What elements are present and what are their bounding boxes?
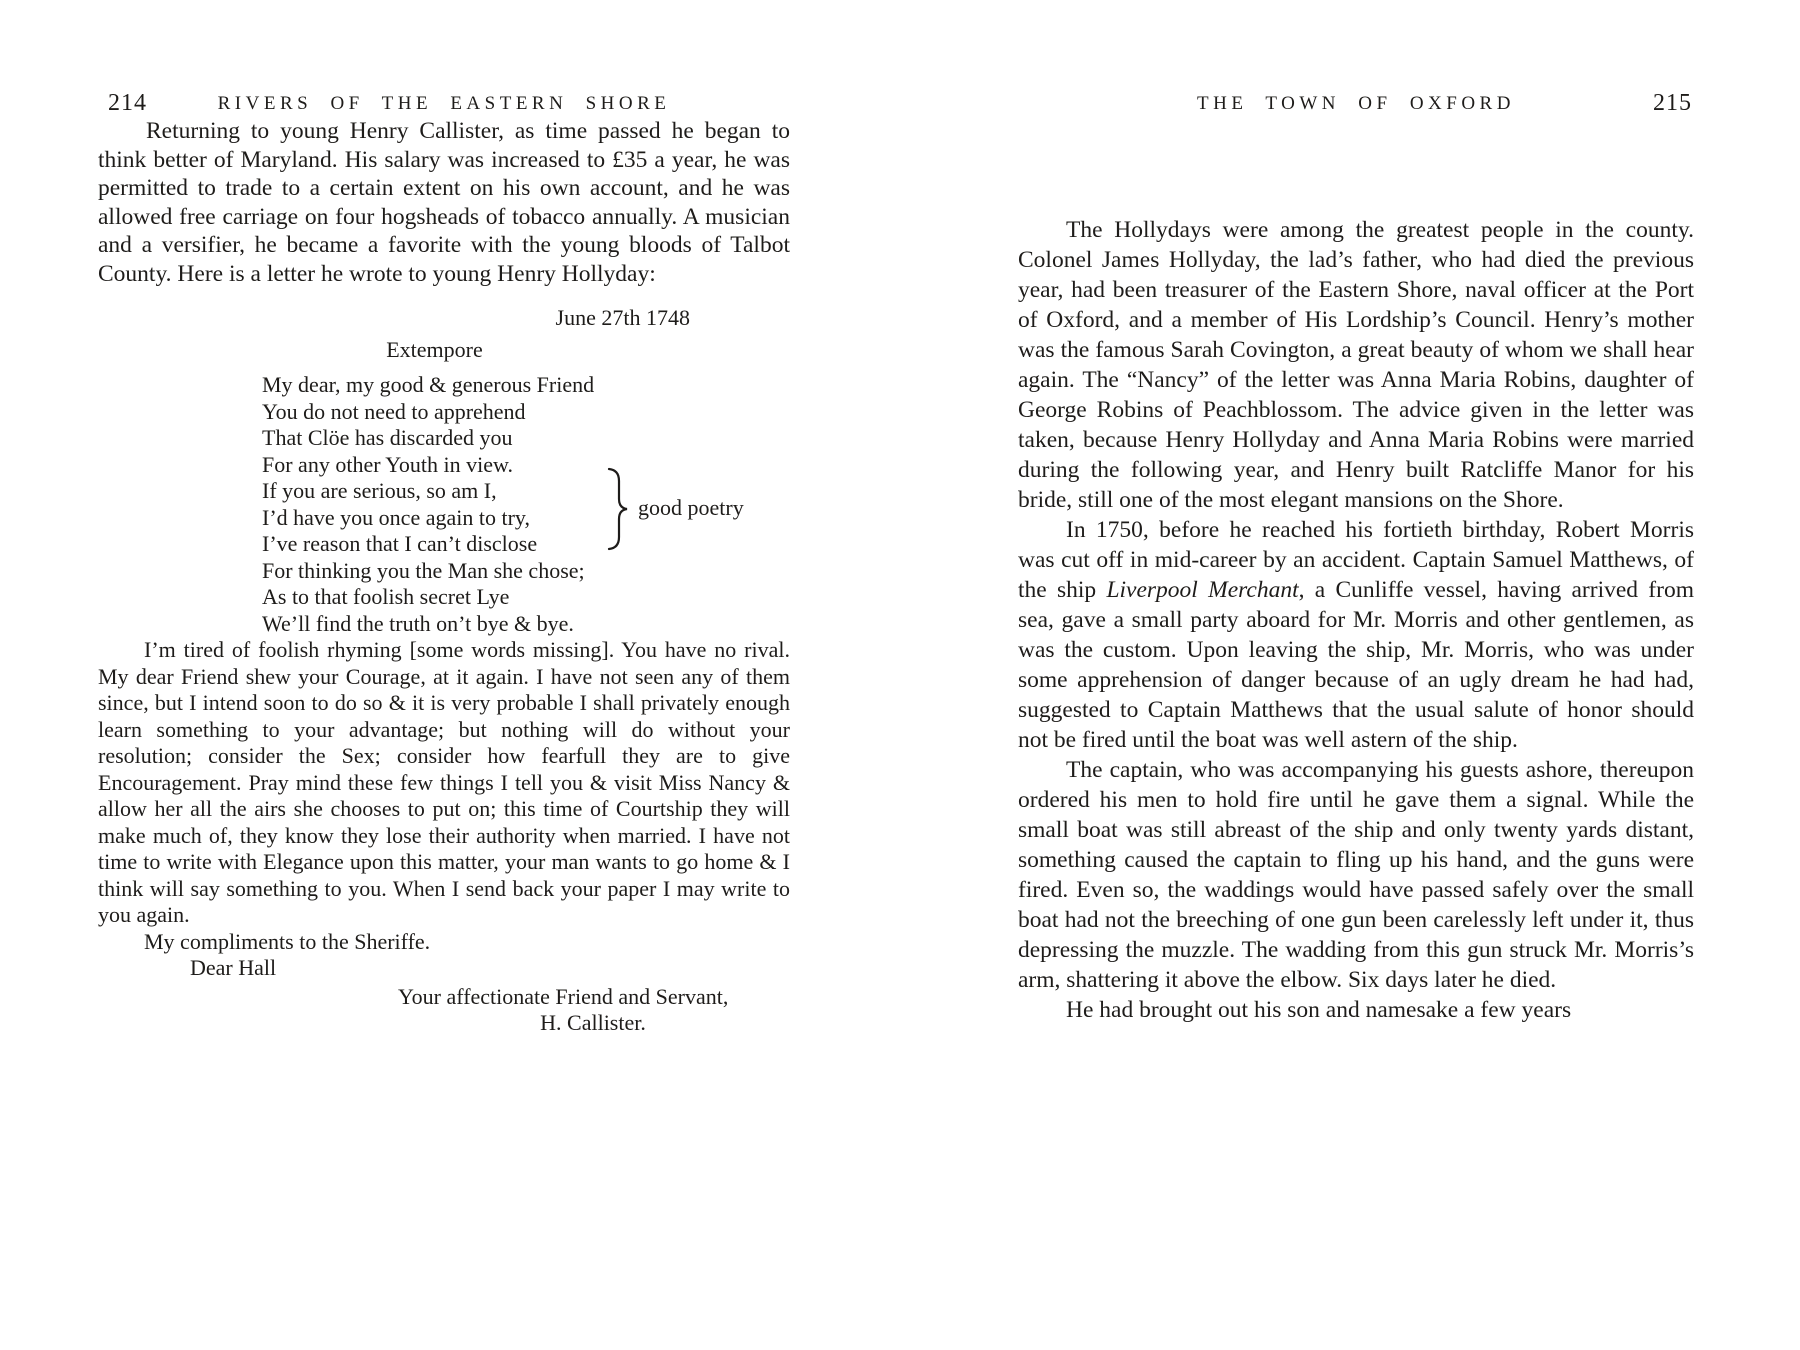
right-paragraph-4: He had brought out his son and namesake a few years (1066, 997, 1572, 1023)
letter-salutation: Dear Hall (190, 955, 277, 980)
right-paragraph-2-pre: In 1750, before he reached his fortieth birthday, Robert Morris was cut off in mid-career by an accident. Captain Samuel Matthews, of the ship (1018, 517, 1694, 603)
left-page-number: 214 (108, 90, 147, 116)
right-brace-icon (606, 467, 632, 551)
left-page (98, 0, 790, 1037)
poem-line: I’d have you once again to try, (262, 504, 530, 530)
poem-title: Extempore (386, 337, 483, 362)
poem-line: As to that foolish secret Lye (262, 584, 510, 609)
right-running-head (1018, 90, 1694, 117)
letter-date: June 27th 1748 (555, 305, 690, 330)
poem-line: If you are serious, so am I, (262, 478, 497, 503)
letter-signature: H. Callister. (540, 1010, 646, 1035)
left-running-head (98, 90, 790, 117)
poem-line: That Clöe has discarded you (262, 425, 513, 450)
letter-closing: Your affectionate Friend and Servant, (398, 983, 729, 1009)
right-paragraph-1: The Hollydays were among the greatest people in the county. Colonel James Hollyday, the lad’s father, who had died the previous year, had been treasurer of the Eastern Shore, naval officer at the Port of Oxford, and a member of His Lordship’s Council. Henry’s mother was the famous Sarah Covington, a great beauty of whom we shall hear again. The “Nancy” of the letter was Anna Maria Robins, daughter of George Robins of Peachblossom. The advice given in the letter was taken, because Henry Hollyday and Anna Maria Robins were married during the following year, and Henry built Ratcliffe Manor for his bride, still one of the most elegant mansions on the Shore. (1018, 217, 1694, 513)
poem-line: You do not need to apprehend (262, 398, 526, 424)
left-running-title: RIVERS OF THE EASTERN SHORE (217, 93, 671, 114)
right-paragraph-3: The captain, who was accompanying his guests ashore, thereupon ordered his men to hold fire until he gave them a signal. While the small boat was still abreast of the ship and only twenty yards distant, something caused the captain to fling up his hand, and the guns were fired. Even so, the waddings would have passed safely over the small boat had not the breeching of one gun been carelessly left under it, thus depressing the muzzle. The wadding from this gun struck Mr. Morris’s arm, shattering it above the elbow. Six days later he died. (1018, 757, 1694, 993)
letter-compliments: My compliments to the Sheriffe. (144, 928, 431, 954)
poem-line: For any other Youth in view. (262, 451, 513, 477)
letter-body: I’m tired of foolish rhyming [some words missing]. You have no rival. My dear Friend shew your Courage, at it again. I have not seen any of them since, but I intend soon to do so & it is very probable I shall privately enough learn something to your advantage; but nothing will do without your resolution; consider the Sex; consider how fearfull they are to give Encouragement. Pray mind these few things I tell you & visit Miss Nancy & allow her all the airs she chooses to put on; this time of Courtship they will make much of, they know they lose their authority when married. I have not time to write with Elegance upon this matter, your man wants to go home & I think will say something to you. When I send back your paper I may write to you again. (98, 637, 790, 927)
right-page (1018, 0, 1694, 1025)
left-paragraph-1: Returning to young Henry Callister, as time passed he began to think better of Maryland. His salary was increased to £35 a year, he was permitted to trade to a certain extent on his own account, and he was allowed free carriage on four hogsheads of tobacco annually. A musician and a versifier, he became a favorite with the young bloods of Talbot County. Here is a letter he wrote to young Henry Hollyday: (98, 118, 790, 287)
ship-name-italic: Liverpool Merchant (1106, 577, 1299, 603)
poem-line: My dear, my good & generous Friend (262, 372, 595, 397)
right-paragraph-2-post: , a Cunliffe vessel, having arrived from sea, gave a small party aboard for Mr. Morris and other gentlemen, as was the custom. Upon leaving the ship, Mr. Morris, who was under some apprehension of danger because of an ugly dream he had had, suggested to Captain Matthews that the usual salute of honor should not be fired until the boat was well astern of the ship. (1018, 577, 1694, 753)
right-running-title: THE TOWN OF OXFORD (1197, 93, 1515, 114)
poem-line: For thinking you the Man she chose; (262, 557, 585, 583)
brace-label: good poetry (638, 495, 744, 520)
poem-line: We’ll find the truth on’t bye & bye. (262, 610, 574, 636)
right-paragraph-2 (1018, 515, 1694, 755)
right-page-number: 215 (1653, 90, 1692, 116)
poem-line: I’ve reason that I can’t disclose (262, 531, 538, 556)
poem-block (262, 337, 782, 637)
